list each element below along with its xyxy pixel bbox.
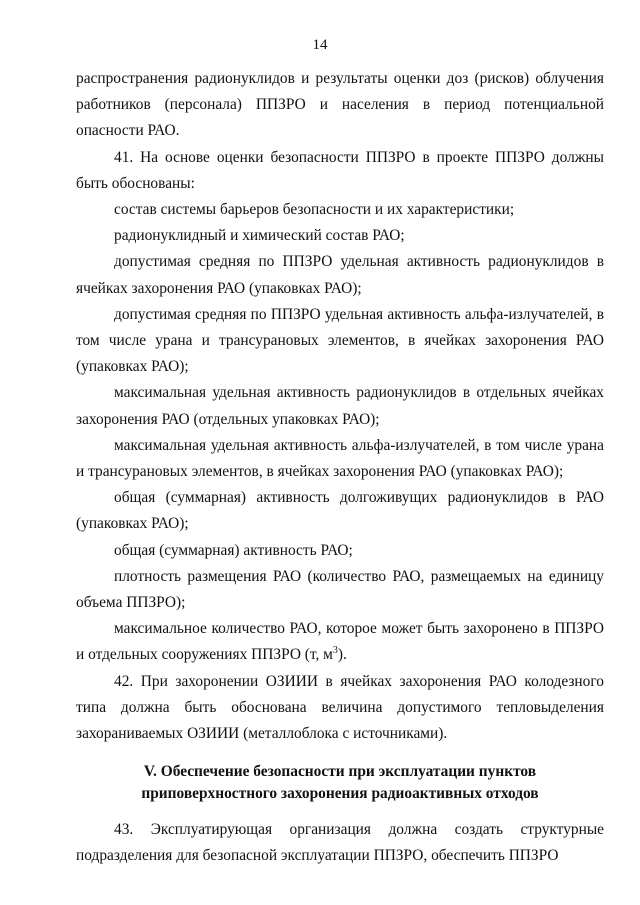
page-number: 14: [312, 37, 328, 53]
section-heading: V. Обеспечение безопасности при эксплуатации пунктов приповерхностного захоронения радиоактивных отходов: [141, 763, 539, 803]
list-item: радионуклидный и химический состав РАО;: [114, 227, 405, 245]
list-item: плотность размещения РАО (количество РАО, размещаемых на единицу объема ППЗРО);: [76, 567, 604, 612]
list-item: допустимая средняя по ППЗРО удельная активность альфа-излучателей, в том числе урана и трансурановых элементов, в ячейках захоронения РАО (упаковках РАО);: [76, 305, 604, 376]
document-body: [76, 66, 604, 870]
list-item: [76, 616, 604, 668]
list-item: максимальная удельная активность радионуклидов в отдельных ячейках захоронения РАО (отдельных упаковках РАО);: [76, 384, 604, 428]
list-item: общая (суммарная) активность долгоживущих радионуклидов в РАО (упаковках РАО);: [76, 489, 604, 533]
list-item: допустимая средняя по ППЗРО удельная активность радионуклидов в ячейках захоронения РАО (упаковках РАО);: [76, 253, 604, 297]
list-item: состав системы барьеров безопасности и их характеристики;: [114, 201, 515, 219]
paragraph: распространения радионуклидов и результаты оценки доз (рисков) облучения работников (персонала) ППЗРО и населения в период потенциальной опасности РАО.: [76, 70, 604, 140]
paragraph-42: 42. При захоронении ОЗИИИ в ячейках захоронения РАО колодезного типа должна быть обоснована величина допустимого тепловыделения захораниваемых ОЗИИИ (металлоблока с источниками).: [76, 672, 604, 743]
list-item-tail: ).: [337, 646, 347, 664]
paragraph-41: 41. На основе оценки безопасности ППЗРО в проекте ППЗРО должны быть обоснованы:: [76, 148, 604, 192]
superscript: 3: [332, 645, 338, 657]
paragraph-43: 43. Эксплуатирующая организация должна создать структурные подразделения для безопасной эксплуатации ППЗРО, обеспечить ППЗРО: [76, 821, 604, 865]
list-item-text: максимальное количество РАО, которое может быть захоронено в ППЗРО и отдельных сооружениях ППЗРО (т, м: [76, 620, 604, 664]
list-item: общая (суммарная) активность РАО;: [114, 541, 353, 559]
list-item: максимальная удельная активность альфа-излучателей, в том числе урана и трансурановых элементов, в ячейках захоронения РАО (упаковках РАО);: [76, 436, 604, 481]
